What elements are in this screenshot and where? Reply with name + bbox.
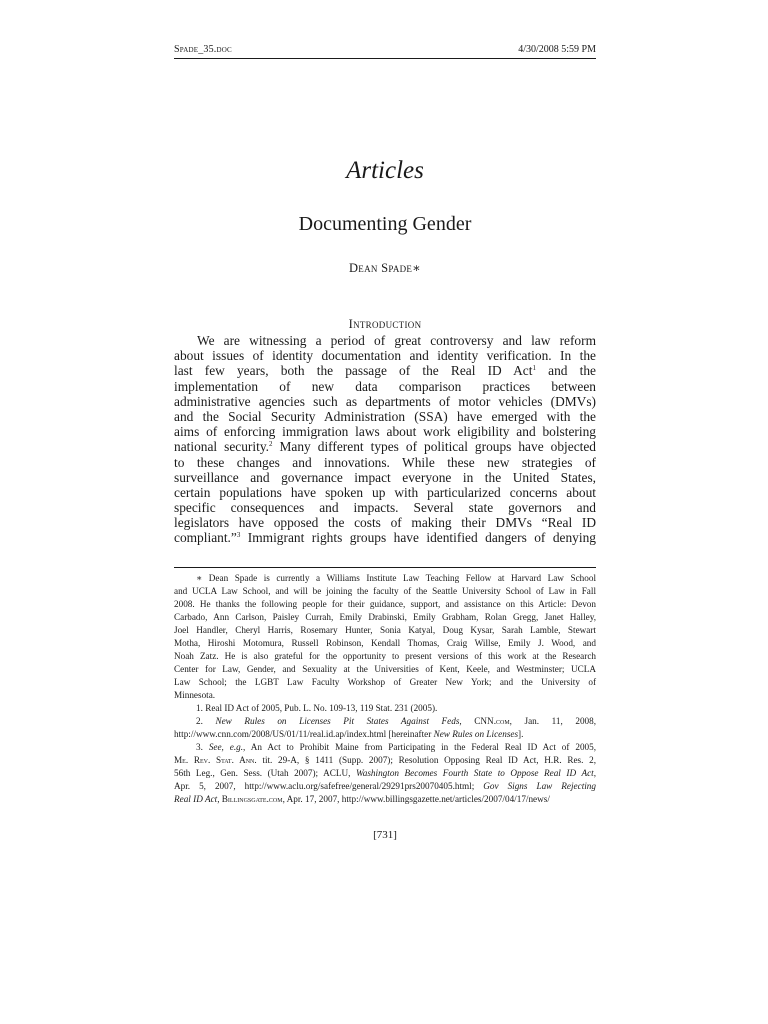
- body-paragraph: [174, 333, 596, 546]
- footnote-line: Joel Handler, Cheryl Harris, Rosemary Hunter, Sonia Katyal, Doug Kysar, Sarah Lamble, Stewart: [174, 625, 596, 635]
- footnote-line: [174, 754, 596, 767]
- body-line: [174, 530, 596, 545]
- footnote-line: 2008. He thanks the following people for their guidance, support, and assistance on this Article: Devon: [174, 599, 596, 609]
- footnote-line: Noah Zatz. He is also grateful for the opportunity to present versions of this work at the Research: [174, 651, 596, 661]
- running-header-filename: Spade_35.doc: [174, 44, 232, 55]
- footnote-text: ,: [217, 794, 222, 804]
- footnote-italic: See, e.g.: [208, 742, 244, 752]
- footnote-rule: [174, 567, 596, 568]
- footnote-line: [174, 767, 596, 780]
- body-line: and the Social Security Administration (SSA) have emerged with the: [174, 408, 596, 424]
- footnote-line: Law School; the LGBT Law Faculty Workshop of Greater New York; and the University of: [174, 677, 596, 687]
- footnote-date: , Jan. 11, 2008,: [509, 716, 597, 726]
- footnote-ref: 1: [532, 364, 536, 373]
- body-line: [174, 439, 596, 454]
- body-line: to these changes and innovations. While these new strategies of: [174, 454, 596, 470]
- footnote-source-sc: Me. Rev. Stat. Ann.: [174, 755, 257, 765]
- body-text-run: and the: [535, 363, 596, 379]
- footnote-ref: 2: [269, 440, 273, 449]
- running-header: [174, 44, 596, 56]
- body-line: aims of enforcing immigration laws about work eligibility and bolstering: [174, 424, 596, 440]
- body-text-run: national security.: [174, 439, 270, 455]
- footnote-text: tit. 29-A, § 1411 (Supp. 2007); Resolution Opposing Real ID Act, H.R. Res. 2,: [256, 755, 596, 765]
- footnote-3: [174, 741, 596, 754]
- body-text-run: Many different types of political groups have objected: [272, 439, 596, 455]
- running-header-timestamp: 4/30/2008 5:59 PM: [518, 44, 596, 55]
- body-line: implementation of new data comparison practices between: [174, 378, 596, 394]
- footnote-source: CNN: [474, 716, 494, 726]
- footnote-italic: Washington Becomes Fourth State to Oppose Real ID Act: [355, 768, 594, 778]
- footnote-ref: 3: [236, 531, 241, 540]
- footnote-line: Motha, Hiroshi Motomura, Russell Robinson, Kendall Thomas, Craig Willse, Emily J. Wood, and: [174, 638, 596, 648]
- footnote-number: 3.: [196, 742, 203, 752]
- footnote-italic: New Rules on Licenses Pit States Against Feds: [215, 716, 460, 726]
- section-heading: Articles: [346, 157, 424, 184]
- body-text-run: last few years, both the passage of the Real ID Act: [174, 363, 533, 379]
- footnote-text: , An Act to Prohibit Maine from Participating in the Federal Real ID Act of 2005,: [243, 742, 597, 752]
- footnote-line: [174, 793, 596, 806]
- footnote-line: [174, 780, 596, 793]
- footnote-source-sc: Billingsgate.com: [221, 794, 283, 804]
- footnotes: [174, 572, 596, 806]
- body-line: [174, 363, 596, 378]
- body-line: legislators have opposed the costs of making their DMVs “Real ID: [174, 515, 596, 531]
- body-line: administrative agencies such as departments of motor vehicles (DMVs): [174, 393, 596, 409]
- footnote-1: 1. Real ID Act of 2005, Pub. L. No. 109-13, 119 Stat. 231 (2005).: [196, 703, 438, 713]
- footnote-line: Carbado, Ann Carlson, Paisley Currah, Emily Drabinski, Emily Grabham, Rolan Gregg, Janet Halley,: [174, 612, 596, 622]
- footnote-line: Minnesota.: [174, 690, 216, 700]
- article-title: Documenting Gender: [298, 213, 472, 235]
- body-line: about issues of identity documentation and identity verification. In the: [174, 348, 596, 364]
- body-line: certain populations have spoken up with particularized concerns about: [174, 484, 596, 500]
- footnote-line: and UCLA Law School, and will be joining the faculty of the Seattle University School of Law in Fall: [174, 586, 596, 596]
- body-line: specific consequences and impacts. Several state governors and: [174, 500, 596, 516]
- footnote-text: ,: [593, 768, 596, 778]
- footnote-source-sc: .com: [493, 716, 510, 726]
- footnote-line: ∗ Dean Spade is currently a Williams Institute Law Teaching Fellow at Harvard Law School: [196, 573, 596, 583]
- footnote-line: [174, 728, 596, 741]
- page-number: [731]: [373, 829, 397, 841]
- body-text-run: compliant.”: [174, 530, 237, 546]
- footnote-text: ].: [518, 729, 524, 739]
- footnote-2: 2. New Rules on Licenses Pit States Against Feds, CNN.com, Jan. 11, 2008,: [196, 716, 597, 726]
- header-rule: [174, 58, 596, 59]
- footnote-text: , Apr. 17, 2007, http://www.billingsgazette.net/articles/2007/04/17/news/: [282, 794, 550, 804]
- body-text-run: Immigrant rights groups have identified dangers of denying: [240, 530, 596, 546]
- body-line: surveillance and governance impact everyone in the United States,: [174, 469, 596, 485]
- footnote-italic: Gov Signs Law Rejecting: [483, 781, 596, 791]
- introduction-heading: Introduction: [348, 317, 422, 331]
- footnote-text: 56th Leg., Gen. Sess. (Utah 2007); ACLU,: [174, 768, 356, 778]
- footnote-italic: New Rules on Licenses: [433, 729, 519, 739]
- author-name: Dean Spade∗: [348, 261, 422, 275]
- footnote-text: Apr. 5, 2007, http://www.aclu.org/safefree/general/29291prs20070405.html;: [174, 781, 484, 791]
- body-line: We are witnessing a period of great controversy and law reform: [197, 333, 596, 348]
- footnote-number: 2.: [196, 716, 203, 726]
- footnote-url: http://www.cnn.com/2008/US/01/11/real.id.ap/index.html [hereinafter: [174, 729, 434, 739]
- footnote-italic: Real ID Act: [174, 794, 218, 804]
- footnote-line: Center for Law, Gender, and Sexuality at the Universities of Kent, Keele, and Westminster; UCLA: [174, 664, 596, 674]
